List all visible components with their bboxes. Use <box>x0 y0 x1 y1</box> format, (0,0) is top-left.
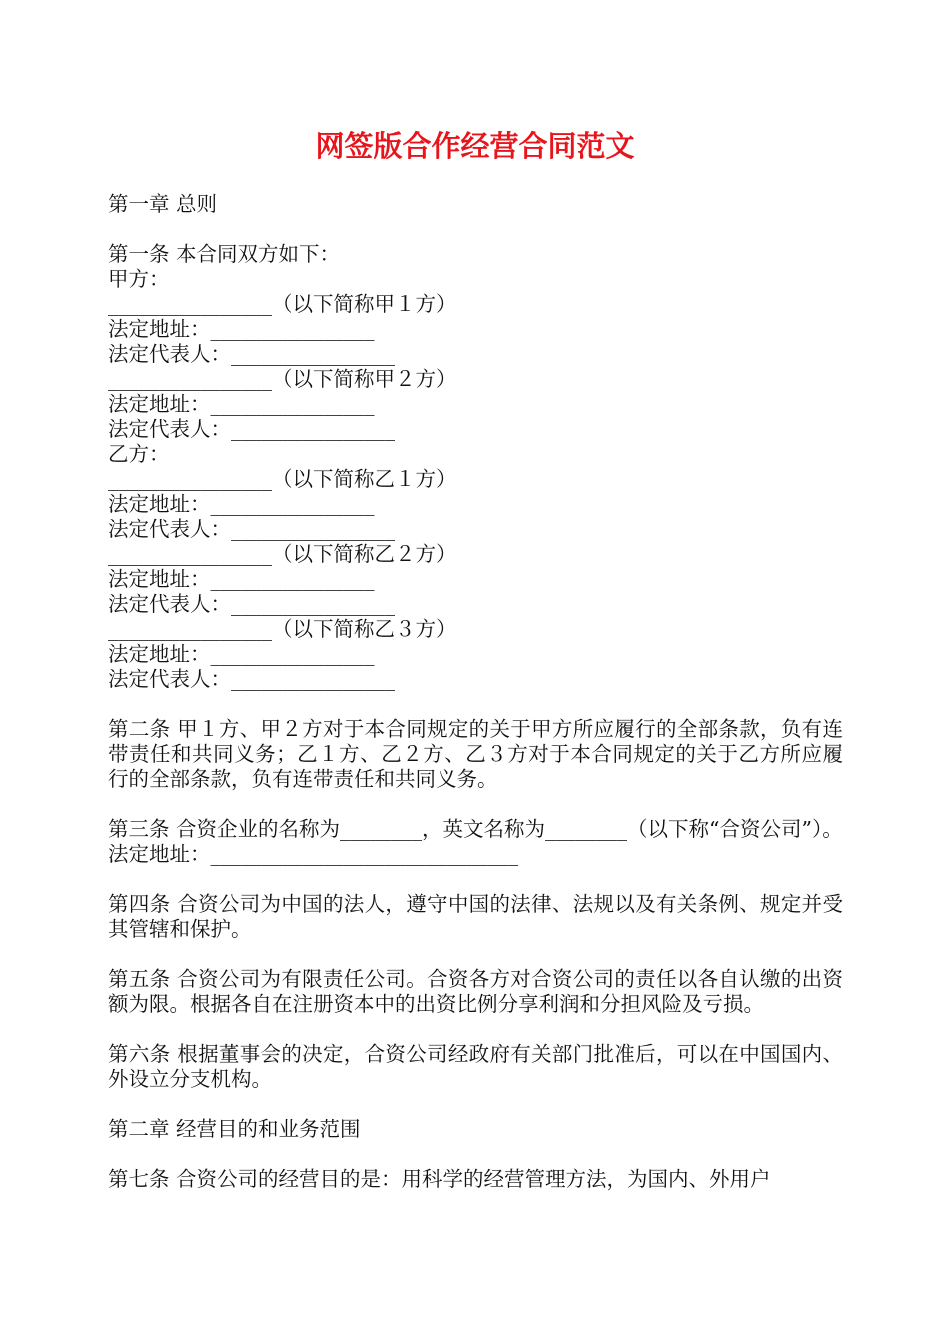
article-3: 第三条 合资企业的名称为________，英文名称为________（以下称“合资公司”）。 <box>108 817 843 841</box>
party-b2-representative: 法定代表人：________________ <box>108 592 395 616</box>
party-a1-address: 法定地址：________________ <box>108 317 375 341</box>
party-b2-address: 法定地址：________________ <box>108 567 375 591</box>
party-a1-name: ________________（以下简称甲１方） <box>108 292 457 316</box>
document-body <box>108 192 843 1192</box>
party-a-label: 甲方： <box>108 267 170 291</box>
chapter-heading-2: 第二章 经营目的和业务范围 <box>108 1117 361 1141</box>
party-a2-name: ________________（以下简称甲２方） <box>108 367 457 391</box>
article-5: 第五条 合资公司为有限责任公司。合资各方对合资公司的责任以各自认缴的出资额为限。根据各自在注册资本中的出资比例分享利润和分担风险及亏损。 <box>108 967 843 1016</box>
party-a2-representative: 法定代表人：________________ <box>108 417 395 441</box>
chapter-heading-1: 第一章 总则 <box>108 192 218 216</box>
party-b1-representative: 法定代表人：________________ <box>108 517 395 541</box>
article-6: 第六条 根据董事会的决定，合资公司经政府有关部门批准后，可以在中国国内、外设立分支机构。 <box>108 1042 843 1091</box>
document-title: 网签版合作经营合同范文 <box>315 129 635 163</box>
party-a1-representative: 法定代表人：________________ <box>108 342 395 366</box>
party-b3-address: 法定地址：________________ <box>108 642 375 666</box>
party-b1-name: ________________（以下简称乙１方） <box>108 467 457 491</box>
party-b3-name: ________________（以下简称乙３方） <box>108 617 457 641</box>
article-4: 第四条 合资公司为中国的法人，遵守中国的法律、法规以及有关条例、规定并受其管辖和保护。 <box>108 892 843 941</box>
party-a2-address: 法定地址：________________ <box>108 392 375 416</box>
party-b1-address: 法定地址：________________ <box>108 492 375 516</box>
article-1-heading: 第一条 本合同双方如下： <box>108 242 341 266</box>
party-b2-name: ________________（以下简称乙２方） <box>108 542 457 566</box>
party-b-label: 乙方： <box>108 442 170 466</box>
article-7: 第七条 合资公司的经营目的是：用科学的经营管理方法，为国内、外用户 <box>108 1167 771 1191</box>
article-2: 第二条 甲１方、甲２方对于本合同规定的关于甲方所应履行的全部条款，负有连带责任和共同义务；乙１方、乙２方、乙３方对于本合同规定的关于乙方所应履行的全部条款，负有连带责任和共同义务。 <box>108 717 843 791</box>
party-b3-representative: 法定代表人：________________ <box>108 667 395 691</box>
article-3-address: 法定地址：______________________________ <box>108 842 518 866</box>
